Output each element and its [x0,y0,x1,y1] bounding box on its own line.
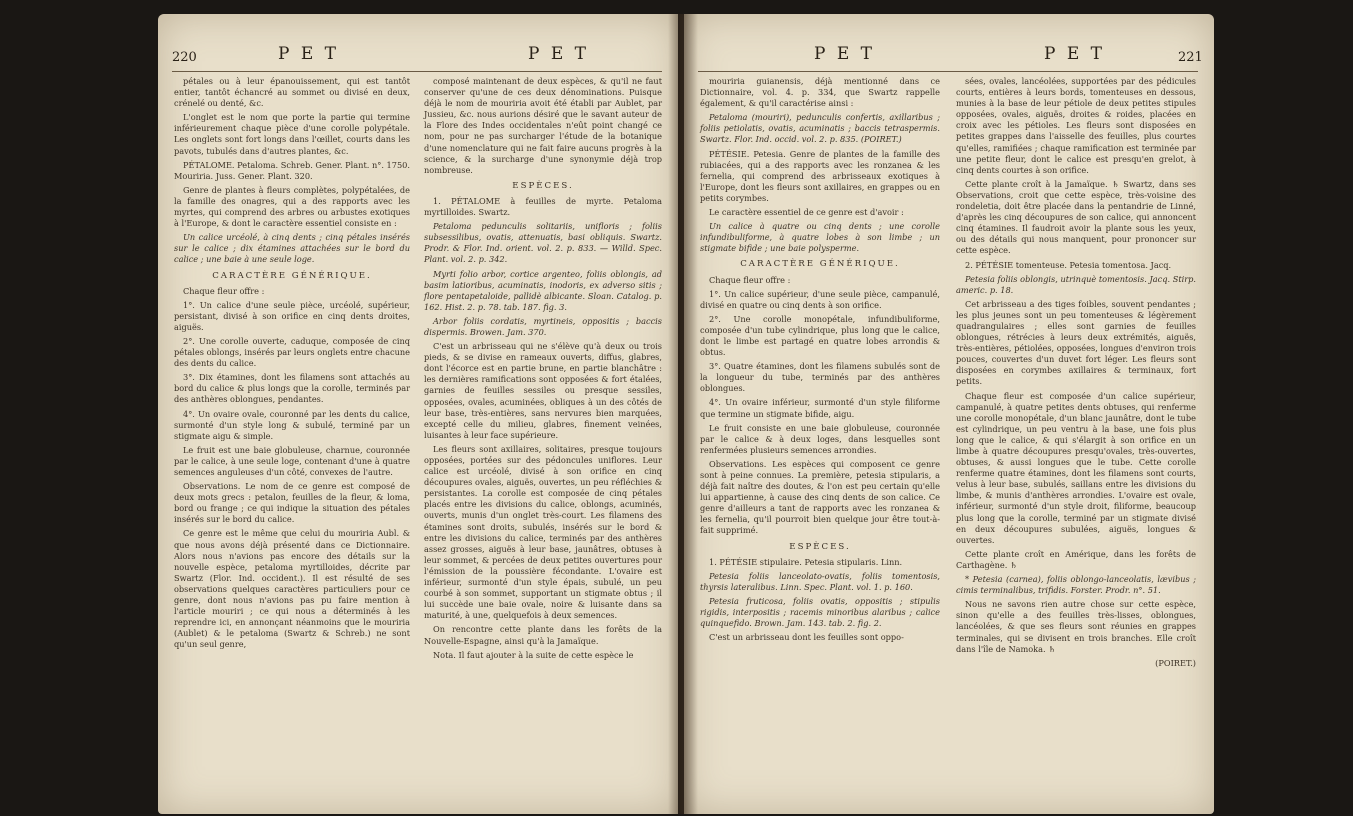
paragraph: Genre de plantes à fleurs complètes, polypétalées, de la famille des onagres, qui a des rapports avec les myrtes, qui comprend des arbres ou arbustes exotiques à l'Europe, & dont le caractère essentiel consiste en : [174,184,410,229]
paragraph: 1°. Un calice supérieur, d'une seule pièce, campanulé, divisé en quatre ou cinq dents à son orifice. [700,288,940,310]
paragraph: Le fruit est une baie globuleuse, charnue, couronnée par le calice, à une seule loge, contenant d'une à quatre semences anguleuses d'un côté, convexes de l'autre. [174,444,410,477]
paragraph: 2. PÉTÉSIE tomenteuse. Petesia tomentosa. Jacq. [965,259,1172,270]
paragraph: Petaloma pedunculis solitariis, unifloris ; foliis subsessilibus, ovatis, attenuatis, basi obliquis. Swartz. Prodr. & Flor. Ind. orient. vol. 2. p. 833. — Willd. Spec. Plant. vol. 2. p. 342. [424,221,662,265]
paragraph: Petesia fruticosa, foliis ovatis, oppositis ; stipulis rigidis, interpositis ; racemis minoribus alaribus ; calice quinquefido. Brown. Jam. 143. tab. 2. fig. 2. [700,595,940,629]
paragraph: 3°. Quatre étamines, dont les filamens subulés sont de la longueur du tube, terminés par des anthères oblongues. [700,361,940,394]
page-number: 220 [172,50,197,65]
paragraph: Petesia foliis lanceolato-ovatis, foliis tomentosis, thyrsis lateralibus. Linn. Spec. Plant. vol. 1. p. 160. [700,570,940,592]
paragraph: Myrti folio arbor, cortice argenteo, foliis oblongis, ad basim latioribus, acuminatis, inodoris, ex adverso sitis ; flore pentapetaloide, pallidè albicante. Sloan. Catalog. p. 162. Hist. 2. p. 78. tab. 187. fig. 3. [424,268,662,312]
text-column [956,76,1196,672]
paragraph: PÉTÉSIE. Petesia. Genre de plantes de la famille des rubiacées, qui a des rapports avec les ronzanea & les fernelia, qui comprend des arbrisseaux exotiques à l'Europe, dont les fleurs sont axillaires, en grappes ou en petits corymbes. [700,148,940,203]
paragraph: Observations. Les espèces qui composent ce genre sont à peine connues. La première, petesia stipularis, a déjà fait naître des doutes, & l'on est peu certain qu'elle lui appartienne, à cause des cinq dents de son calice. Ce genre d'ailleurs a tant de rapports avec les ronzanea & les fernelia, qu'il pourroit bien quelque jour être tout-à-fait supprimé. [700,458,940,536]
paragraph: CARACTÈRE GÉNÉRIQUE. [212,270,372,281]
text-column [700,76,940,646]
paragraph: 4°. Un ovaire inférieur, surmonté d'un style filiforme que termine un stigmate bifide, aigu. [700,397,940,419]
paragraph: 2°. Une corolle monopétale, infundibuliforme, composée d'un tube cylindrique, plus long que le calice, dont le limbe est partagé en quatre lobes arrondis & obtus. [700,313,940,358]
paragraph: Nous ne savons rien autre chose sur cette espèce, sinon qu'elle a des feuilles très-lisses, oblongues, lancéolées, & que ses fleurs sont réunies en grappes terminales, qui se divisent en trois branches. Elle croît dans l'île de Namoka. ♄ [956,599,1196,654]
paragraph: Chaque fleur est composée d'un calice supérieur, campanulé, à quatre petites dents obtuses, qui renferme une corolle monopétale, d'un blanc jaunâtre, dont le tube est cylindrique, un peu ventru à la base, une fois plus long que le calice, & qui s'élargit à son orifice en un limbe à quatre découpures presqu'ovales, très-ouvertes, obtuses, & aussi longues que le tube. Cette corolle renferme quatre étamines, dont les filamens sont courts, velus à leur base, subulés, saillans entre les divisions du limbe, & munis d'anthères arrondies. L'ovaire est ovale, inférieur, surmonté d'un style droit, filiforme, beaucoup plus long que la corolle, terminé par un stigmate divisé en deux découpures subulées, aiguës, longues & ouvertes. [956,390,1196,545]
text-column [174,76,410,654]
paragraph: Chaque fleur offre : [709,274,791,285]
paragraph: Les fleurs sont axillaires, solitaires, presque toujours opposées, portées sur des pédoncules uniflores. Leur calice est urcéolé, divisé à son orifice en cinq découpures ovales, aiguës, ouvertes, un peu réfléchies & persistantes. La corolle est composée de cinq pétales placés entre les divisions du calice, oblongs, acuminés, ouverts, munis d'un onglet très-court. Les filamens des étamines sont droits, subulés, insérés sur le bord & entre les divisions du calice, terminés par des anthères assez grosses, aiguës à leur base, jaunâtres, obtuses à leur sommet, & percées de deux petites ouvertures pour l'émission de la poussière fécondante. L'ovaire est inférieur, surmonté d'un style épais, subulé, un peu courbé à son sommet, supportant un stigmate obtus ; il lui succède une baie ovale, noire & luisante dans sa maturité, à une, quelquefois à deux semences. [424,443,662,621]
paragraph: (POIRET.) [1155,657,1196,668]
paragraph: 3°. Dix étamines, dont les filamens sont attachés au bord du calice & plus longs que la corolle, terminés par des anthères oblongues, pendantes. [174,372,410,405]
text-column [424,76,662,664]
paragraph: ESPÈCES. [512,180,574,191]
paragraph: mouriria guianensis, déjà mentionné dans ce Dictionnaire, vol. 4. p. 334, que Swartz rappelle également, & qu'il caractérise ainsi : [700,76,940,109]
left-page [158,14,678,814]
paragraph: C'est un arbrisseau dont les feuilles sont oppo- [709,632,904,643]
header-rule [172,71,662,72]
paragraph: On rencontre cette plante dans les forêts de la Nouvelle-Espagne, ainsi qu'à la Jamaïque. [424,624,662,646]
book-gutter [668,14,698,814]
paragraph: Arbor foliis cordatis, myrtineis, oppositis ; baccis dispermis. Browen. Jam. 370. [424,315,662,337]
page-number: 221 [1178,50,1203,65]
paragraph: pétales ou à leur épanouissement, qui est tantôt entier, tantôt échancré au sommet ou divisé en deux, crénelé ou denté, &c. [174,76,410,109]
paragraph: Un calice urcéolé, à cinq dents ; cinq pétales insérés sur le calice ; dix étamines attachées sur le bord du calice ; une baie à une seule loge. [174,232,410,265]
paragraph: Cette plante croît en Amérique, dans les forêts de Carthagène. ♄ [956,548,1196,570]
paragraph: CARACTÈRE GÉNÉRIQUE. [740,259,900,270]
paragraph: Chaque fleur offre : [183,285,265,296]
paragraph: Le caractère essentiel de ce genre est d'avoir : [709,207,904,218]
paragraph: C'est un arbrisseau qui ne s'élève qu'à deux ou trois pieds, & se divise en rameaux ouverts, diffus, glabres, dont l'écorce est en partie brune, en partie blanchâtre : les dernières ramifications sont opposées & fort étalées, garnies de feuilles sessiles ou presque sessiles, opposées, ovales, acuminées, obliques à un des côtés de leur base, très-entières, sans nervures bien marquées, excepté celle du milieu, glabres, finement veinées, luisantes à leur face supérieure. [424,341,662,440]
paragraph: Cet arbrisseau a des tiges foibles, souvent pendantes ; les plus jeunes sont un peu tomenteuses & légèrement quadrangulaires ; elles sont garnies de feuilles oblongues, rétrécies à leurs deux extrémités, aiguës, très-entières, pétiolées, opposées, longues d'environ trois pouces, couvertes d'un duvet fort léger. Les fleurs sont disposées en corymbes axillaires & terminaux, fort petits. [956,298,1196,387]
paragraph: Petesia foliis oblongis, utrinquè tomentosis. Jacq. Stirp. americ. p. 18. [956,273,1196,295]
paragraph: * Petesia (carnea), foliis oblongo-lanceolatis, lævibus ; cimis terminalibus, trifidis. Forster. Prodr. n°. 51. [956,574,1196,596]
paragraph: Petaloma (mouriri), pedunculis confertis, axillaribus ; foliis petiolatis, ovatis, acuminatis ; baccis tetraspermis. Swartz. Flor. Ind. occid. vol. 2. p. 835. (POIRET.) [700,112,940,145]
header-rule [698,71,1198,72]
paragraph: Cette plante croît à la Jamaïque. ♄ Swartz, dans ses Observations, croit que cette espèce, très-voisine des rondeletia, doit être placée dans la pentandrie de Linné, d'après les cinq découpures de son calice, qui annoncent cinq étamines. Il faudroit avoir la plante sous les yeux, ou des détails qui nous manquent, pour prononcer sur cette espèce. [956,178,1196,256]
paragraph: 2°. Une corolle ouverte, caduque, composée de cinq pétales oblongs, insérés par leurs onglets entre chacune des dents du calice. [174,335,410,369]
paragraph: Nota. Il faut ajouter à la suite de cette espèce le [433,649,634,660]
paragraph: Ce genre est le même que celui du mouriria Aubl. & que nous avons déjà présenté dans ce Dictionnaire. Alors nous n'avions pas encore des détails sur la nouvelle espèce, petaloma myrtilloides, décrite par Swartz (Flor. Ind. occident.). Il est résulté de ses observations quelques caractères particuliers pour ce genre, dont nous n'avions pas pu faire mention à l'article mouriri ; ce qui nous a déterminés à les reprendre ici, en annonçant néanmoins que le mouriria (Aublet) & le petaloma (Swartz & Schreb.) ne sont qu'un seul genre, [174,528,410,650]
running-header: P E T [528,44,589,64]
paragraph: sées, ovales, lancéolées, supportées par des pédicules courts, entières à leurs bords, tomenteuses en dessous, munies à la base de leur pétiole de deux petites stipules opposées, ovales, aiguës, droites & roides, placées en croix avec les pétioles. Les fleurs sont disposées en petites grappes dans l'aisselle des feuilles, plus courtes qu'elles, ramifiées ; chaque ramification est terminée par une petite fleur, dont le calice est presqu'en grelot, à cinq dents courtes à son orifice. [956,76,1196,175]
running-header: P E T [278,44,339,64]
paragraph: PÉTALOME. Petaloma. Schreb. Gener. Plant. n°. 1750. Mouriria. Juss. Gener. Plant. 320. [174,159,410,181]
paragraph: 1. PÉTÉSIE stipulaire. Petesia stipularis. Linn. [709,556,903,567]
right-page [684,14,1214,814]
running-header: P E T [1044,44,1105,64]
running-header: P E T [814,44,875,64]
paragraph: Le fruit consiste en une baie globuleuse, couronnée par le calice & à deux loges, dans lesquelles sont renfermées plusieurs semences arrondies. [700,422,940,455]
paragraph: Un calice à quatre ou cinq dents ; une corolle infundibuliforme, à quatre lobes à son limbe ; un stigmate bifide ; une baie polysperme. [700,221,940,254]
paragraph: ESPÈCES. [789,541,851,552]
paragraph: Observations. Le nom de ce genre est composé de deux mots grecs : petalon, feuilles de la fleur, & loma, bord ou frange ; ce qui indique la situation des pétales insérés sur le bord du calice. [174,481,410,525]
paragraph: 1. PÉTALOME à feuilles de myrte. Petaloma myrtilloides. Swartz. [424,195,662,218]
paragraph: 4°. Un ovaire ovale, couronné par les dents du calice, surmonté d'un style long & subulé, terminé par un stigmate aigu & simple. [174,408,410,441]
paragraph: L'onglet est le nom que porte la partie qui termine inférieurement chaque pièce d'une corolle polypétale. Les onglets sont fort longs dans l'œillet, courts dans les pavots, tubulés dans d'autres plantes, &c. [174,112,410,156]
paragraph: 1°. Un calice d'une seule pièce, urcéolé, supérieur, persistant, divisé à son orifice en cinq dents droites, aiguës. [174,299,410,332]
paragraph: composé maintenant de deux espèces, & qu'il ne faut conserver qu'une de ces deux dénominations. Puisque déjà le nom de mouriria avoit été établi par Aublet, par Jussieu, &c. nous aurions désiré que le savant auteur de la Flore des Indes occidentales n'eût point changé ce nom, pour ne pas surcharger l'étude de la botanique d'une nomenclature qui ne fait faire aucuns progrès à la science, & la surcharge d'une synonymie déjà trop nombreuse. [424,76,662,175]
